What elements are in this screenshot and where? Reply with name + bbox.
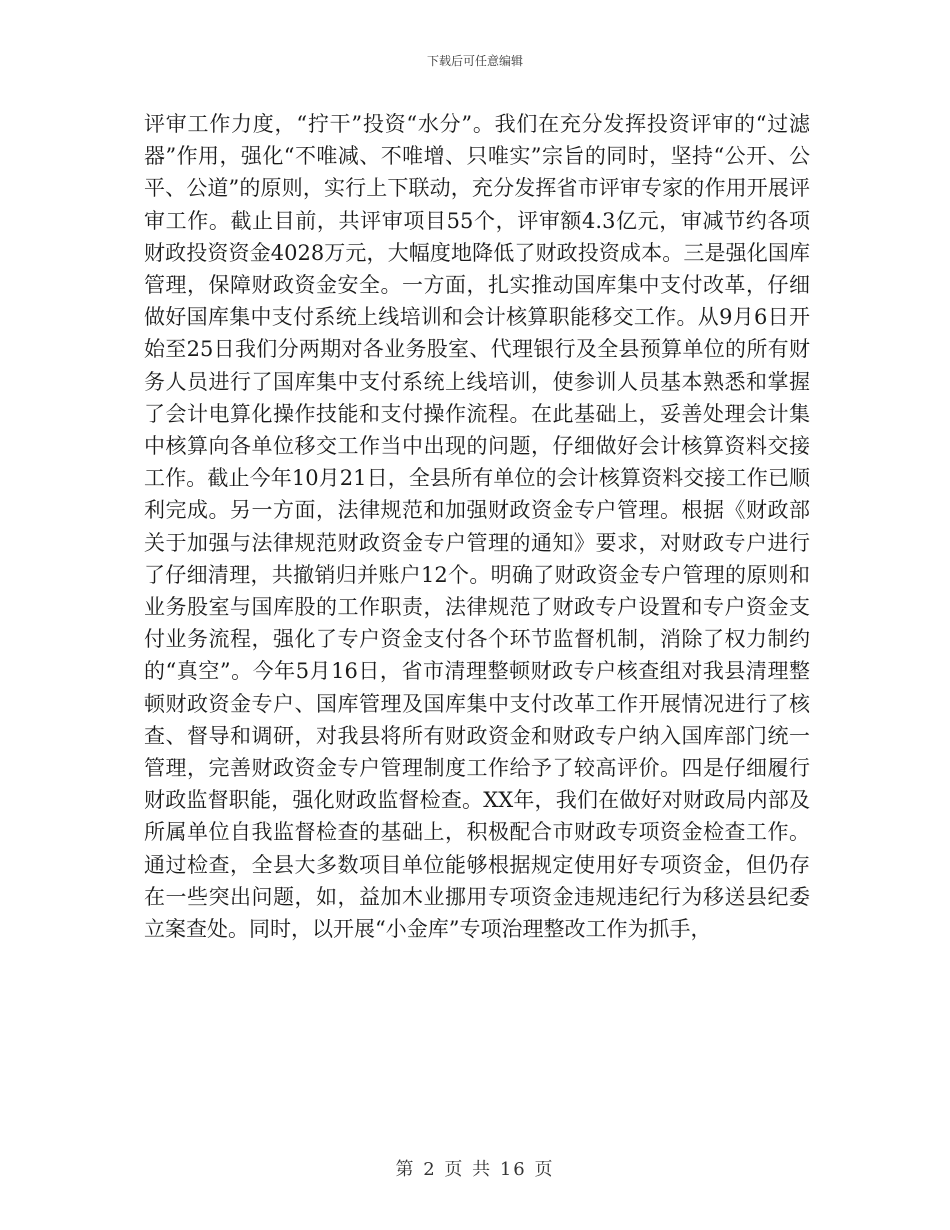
- page-number-footer: 第 2 页 共 16 页: [395, 1159, 555, 1180]
- page-header: 下载后可任意编辑: [426, 54, 523, 68]
- document-body: [144, 108, 810, 945]
- body-paragraph: 评审工作力度，“拧干”投资“水分”。我们在充分发挥投资评审的“过滤器”作用，强化“不唯减、不唯增、只唯实”宗旨的同时，坚持“公开、公平、公道”的原则，实行上下联动，充分发挥省市评审专家的作用开展评审工作。截止目前，共评审项目55个，评审额4.3亿元，审减节约各项财政投资资金4028万元，大幅度地降低了财政投资成本。三是强化国库管理，保障财政资金安全。一方面，扎实推动国库集中支付改革，仔细做好国库集中支付系统上线培训和会计核算职能移交工作。从9月6日开始至25日我们分两期对各业务股室、代理银行及全县预算单位的所有财务人员进行了国库集中支付系统上线培训，使参训人员基本熟悉和掌握了会计电算化操作技能和支付操作流程。在此基础上，妥善处理会计集中核算向各单位移交工作当中出现的问题，仔细做好会计核算资料交接工作。截止今年10月21日，全县所有单位的会计核算资料交接工作已顺利完成。另一方面，法律规范和加强财政资金专户管理。根据《财政部关于加强与法律规范财政资金专户管理的通知》要求，对财政专户进行了仔细清理，共撤销归并账户12个。明确了财政资金专户管理的原则和业务股室与国库股的工作职责，法律规范了财政专户设置和专户资金支付业务流程，强化了专户资金支付各个环节监督机制，消除了权力制约的“真空”。今年5月16日，省市清理整顿财政专户核查组对我县清理整顿财政资金专户、国库管理及国库集中支付改革工作开展情况进行了核查、督导和调研，对我县将所有财政资金和财政专户纳入国库部门统一管理，完善财政资金专户管理制度工作给予了较高评价。四是仔细履行财政监督职能，强化财政监督检查。XX年，我们在做好对财政局内部及所属单位自我监督检查的基础上，积极配合市财政专项资金检查工作。通过检查，全县大多数项目单位能够根据规定使用好专项资金，但仍存在一些突出问题，如，益加木业挪用专项资金违规违纪行为移送县纪委立案查处。同时，以开展“小金库”专项治理整改工作为抓手，: [144, 112, 810, 942]
